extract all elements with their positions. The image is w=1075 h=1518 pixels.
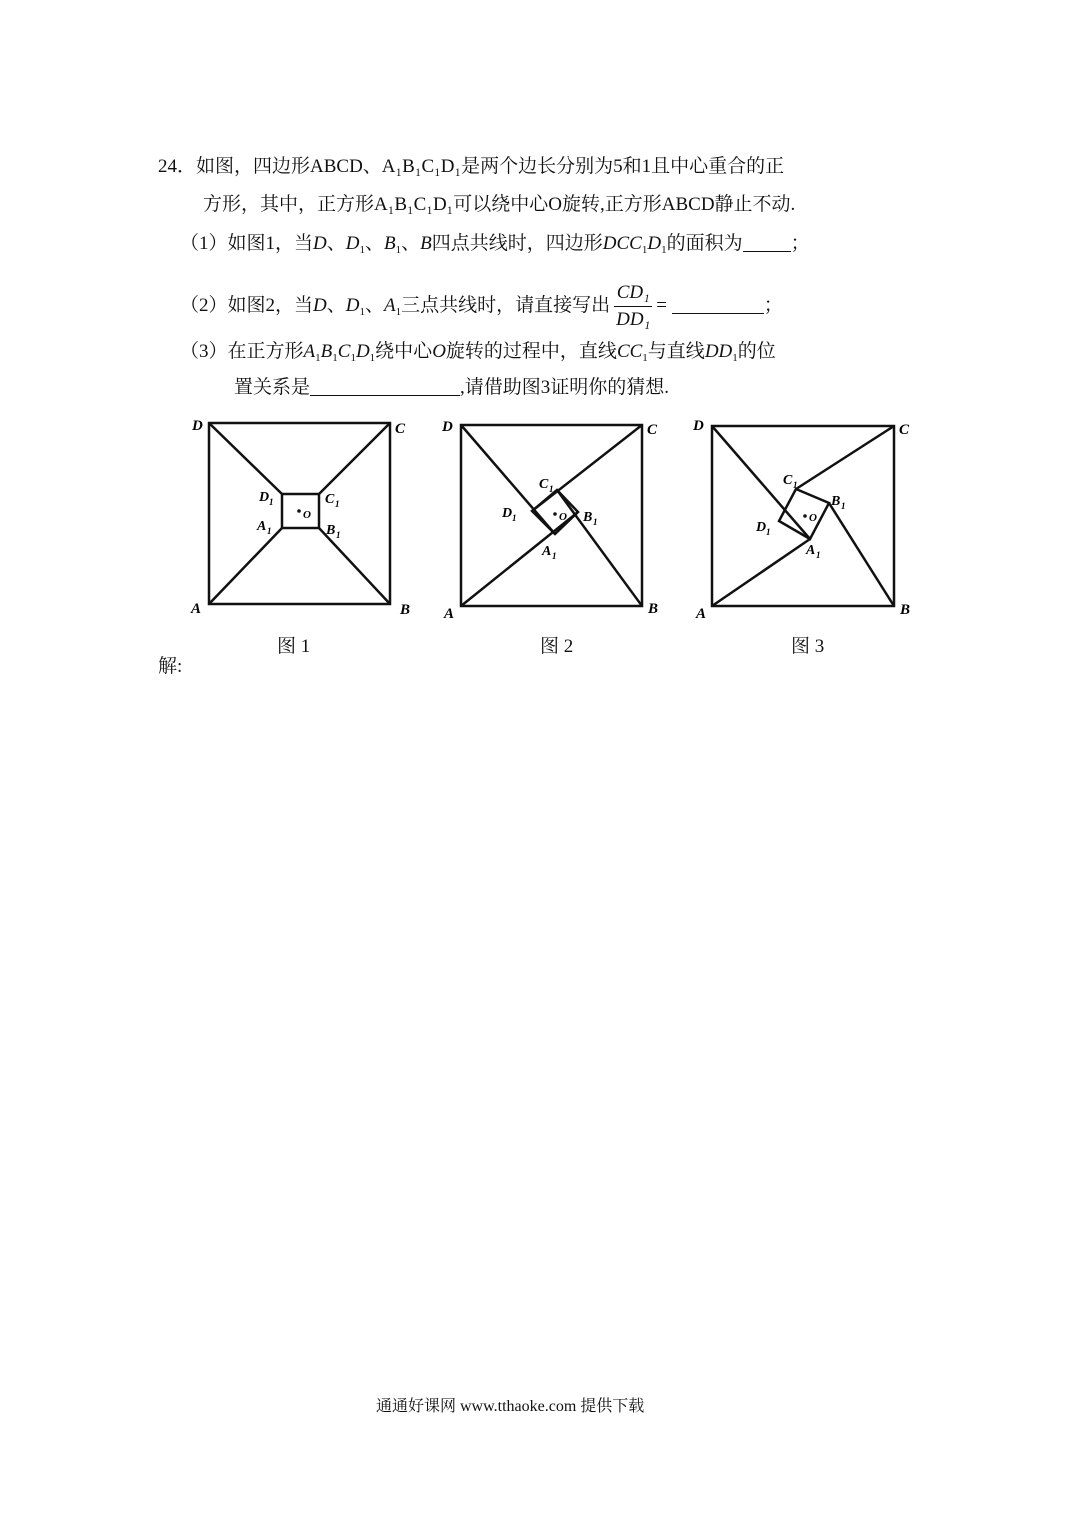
fig1-label-B1: B xyxy=(326,523,336,538)
fig3-label-D: D xyxy=(693,418,704,434)
figure-2 xyxy=(435,410,670,620)
part3-text-a: 在正方形 xyxy=(227,341,304,362)
ratio-fraction xyxy=(614,280,652,333)
fraction-denominator: DD₁ xyxy=(616,309,651,330)
fig2-label-A1: A xyxy=(542,544,552,559)
fig1-label-B: B xyxy=(400,602,411,618)
fig2-label-D1: D xyxy=(502,506,513,521)
part1-text-a: 如图1，当 xyxy=(227,233,314,254)
fig2-label-A: A xyxy=(444,606,455,620)
figure-3 xyxy=(688,410,923,620)
svg-text:1: 1 xyxy=(593,517,598,527)
svg-text:1: 1 xyxy=(336,530,341,540)
svg-text:1: 1 xyxy=(766,527,771,537)
part1-line: （1）如图1，当D、$D_1$、$B_1$、B四点共线时，四边形$DCC_1D_1$的面积为 ； xyxy=(180,233,810,256)
part2-text-b: 三点共线时，请直接写出 xyxy=(401,294,611,316)
footer-text: 通通好课网 www.tthaoke.com 提供下载 xyxy=(376,1398,645,1415)
part3-text-b: 绕中心 xyxy=(375,341,433,362)
figure-2-caption: 图 2 xyxy=(540,636,574,657)
svg-text:1: 1 xyxy=(269,497,274,507)
problem-line-2 xyxy=(203,193,795,217)
part3-label: （3） xyxy=(180,341,228,362)
part3-text-c: 旋转的过程中，直线 xyxy=(445,341,617,362)
part3-answer-blank[interactable] xyxy=(310,377,460,396)
fig1-label-D1: D xyxy=(259,490,270,505)
svg-text:1: 1 xyxy=(793,480,798,490)
fig2-label-C: C xyxy=(647,422,658,438)
fig3-label-O: O xyxy=(809,512,817,524)
fig2-label-O: O xyxy=(559,511,567,523)
part3-line-1: （3）在正方形$A_1B_1C_1D_1$绕中心O旋转的过程中，直线$CC_1$与直线$DD_1$的位 xyxy=(180,341,776,364)
svg-text:1: 1 xyxy=(335,499,340,509)
svg-text:1: 1 xyxy=(267,526,272,536)
part3-text-e: 的位 xyxy=(737,341,776,362)
fig1-label-C: C xyxy=(395,421,406,437)
part1-answer-blank[interactable] xyxy=(743,233,791,252)
fig1-label-A: A xyxy=(191,601,202,617)
fig3-label-A: A xyxy=(696,606,707,620)
fraction-numerator: CD₁ xyxy=(614,280,652,307)
svg-text:1: 1 xyxy=(552,551,557,561)
figure-1 xyxy=(185,410,415,620)
fig1-label-O: O xyxy=(303,509,311,521)
solution-label: 解: xyxy=(158,656,183,677)
problem-intro-line2: 方形，其中，正方形A₁B₁C₁D₁可以绕中心O旋转,正方形ABCD静止不动. xyxy=(203,194,796,215)
fig3-label-C1: C xyxy=(783,473,793,488)
fig1-label-C1: C xyxy=(325,492,335,507)
svg-text:1: 1 xyxy=(512,513,517,523)
part1-text-b: 四点共线时，四边形 xyxy=(431,233,603,254)
part2-eq: = xyxy=(656,294,667,316)
fig3-label-B: B xyxy=(900,602,911,618)
part2-end: ； xyxy=(763,294,783,316)
fig3-label-A1: A xyxy=(806,543,816,558)
fig2-label-B1: B xyxy=(583,510,593,525)
part2-text-a: 如图2，当 xyxy=(227,294,314,316)
fig3-label-B1: B xyxy=(831,494,841,509)
svg-text:1: 1 xyxy=(816,550,821,560)
problem-line-1 xyxy=(158,155,784,179)
problem-number: 24． xyxy=(158,156,197,177)
svg-text:1: 1 xyxy=(549,484,554,494)
part2-label: （2） xyxy=(180,294,228,316)
part1-end: ； xyxy=(790,233,810,254)
fig2-label-C1: C xyxy=(539,477,549,492)
part3-line2-a: 置关系是 xyxy=(234,377,311,398)
fig3-label-C: C xyxy=(899,422,910,438)
fig2-label-D: D xyxy=(442,419,453,435)
fig2-label-B: B xyxy=(648,601,659,617)
part1-text-c: 的面积为 xyxy=(666,233,743,254)
part1-label: （1） xyxy=(180,233,228,254)
figure-1-caption: 图 1 xyxy=(277,636,311,657)
svg-text:1: 1 xyxy=(841,501,846,511)
part3-line-2 xyxy=(234,376,669,400)
part3-text-d: 与直线 xyxy=(647,341,705,362)
figure-3-caption: 图 3 xyxy=(791,636,825,657)
part3-line2-b: ,请借助图3证明你的猜想. xyxy=(460,377,670,398)
part2-line: （2）如图2，当D、$D_1$、$A_1$三点共线时，请直接写出 $\frac{\text{CD₁}}{\text{DD₁}}$ = ； xyxy=(180,280,783,333)
part2-answer-blank[interactable] xyxy=(672,295,764,314)
fig3-label-D1: D xyxy=(756,520,767,535)
problem-intro-line1: 如图，四边形ABCD、A₁B₁C₁D₁是两个边长分别为5和1且中心重合的正 xyxy=(196,156,785,177)
fig1-label-A1: A xyxy=(257,519,267,534)
fig1-label-D: D xyxy=(192,418,203,434)
